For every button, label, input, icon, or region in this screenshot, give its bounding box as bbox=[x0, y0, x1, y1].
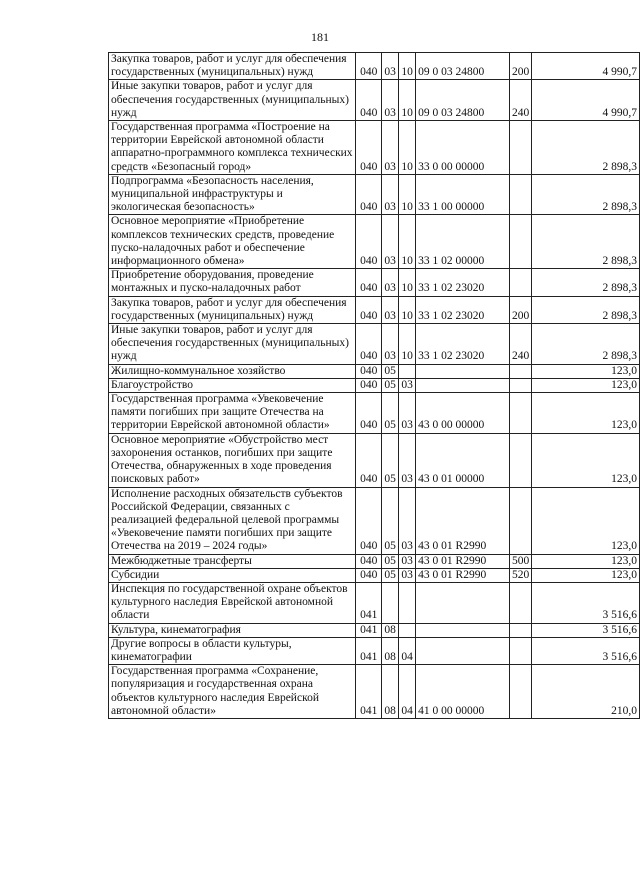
ministry-code-cell: 040 bbox=[356, 554, 382, 568]
subsection-code-cell bbox=[399, 364, 416, 378]
budget-table bbox=[108, 52, 640, 719]
target-article-cell: 43 0 00 00000 bbox=[416, 393, 510, 434]
section-code-cell: 05 bbox=[382, 554, 399, 568]
expense-name-cell: Закупка товаров, работ и услуг для обеспечения государственных (муниципальных) нужд bbox=[109, 296, 356, 323]
section-code-cell bbox=[382, 582, 399, 623]
table-row bbox=[109, 296, 640, 323]
section-code-cell: 03 bbox=[382, 215, 399, 269]
expense-name-cell: Жилищно-коммунальное хозяйство bbox=[109, 364, 356, 378]
expense-type-cell: 200 bbox=[510, 53, 532, 80]
subsection-code-cell: 03 bbox=[399, 554, 416, 568]
target-article-cell: 43 0 01 00000 bbox=[416, 433, 510, 487]
expense-name-cell: Иные закупки товаров, работ и услуг для обеспечения государственных (муниципальных) нужд bbox=[109, 324, 356, 365]
ministry-code-cell: 040 bbox=[356, 215, 382, 269]
expense-type-cell bbox=[510, 174, 532, 215]
subsection-code-cell: 03 bbox=[399, 378, 416, 392]
expense-name-cell: Основное мероприятие «Приобретение комплексов технических средств, проведение пуско-наладочных работ и обеспечение информационного обмена» bbox=[109, 215, 356, 269]
expense-name-cell: Инспекция по государственной охране объектов культурного наследия Еврейской автономной области bbox=[109, 582, 356, 623]
section-code-cell: 05 bbox=[382, 568, 399, 582]
table-row bbox=[109, 215, 640, 269]
expense-type-cell: 240 bbox=[510, 324, 532, 365]
target-article-cell: 09 0 03 24800 bbox=[416, 53, 510, 80]
table-row bbox=[109, 568, 640, 582]
table-row bbox=[109, 121, 640, 175]
ministry-code-cell: 041 bbox=[356, 665, 382, 719]
amount-cell: 2 898,3 bbox=[532, 269, 640, 296]
section-code-cell: 08 bbox=[382, 637, 399, 664]
table-row bbox=[109, 269, 640, 296]
ministry-code-cell: 041 bbox=[356, 637, 382, 664]
ministry-code-cell: 040 bbox=[356, 80, 382, 121]
section-code-cell: 03 bbox=[382, 269, 399, 296]
section-code-cell: 03 bbox=[382, 80, 399, 121]
expense-type-cell bbox=[510, 433, 532, 487]
subsection-code-cell: 03 bbox=[399, 433, 416, 487]
amount-cell: 4 990,7 bbox=[532, 53, 640, 80]
target-article-cell: 43 0 01 R2990 bbox=[416, 568, 510, 582]
amount-cell: 3 516,6 bbox=[532, 637, 640, 664]
expense-type-cell bbox=[510, 623, 532, 637]
ministry-code-cell: 040 bbox=[356, 568, 382, 582]
ministry-code-cell: 040 bbox=[356, 296, 382, 323]
table-row bbox=[109, 623, 640, 637]
expense-type-cell bbox=[510, 582, 532, 623]
expense-name-cell: Культура, кинематография bbox=[109, 623, 356, 637]
section-code-cell: 03 bbox=[382, 121, 399, 175]
amount-cell: 3 516,6 bbox=[532, 623, 640, 637]
target-article-cell bbox=[416, 637, 510, 664]
subsection-code-cell: 03 bbox=[399, 568, 416, 582]
target-article-cell: 33 1 02 23020 bbox=[416, 296, 510, 323]
ministry-code-cell: 041 bbox=[356, 623, 382, 637]
amount-cell: 210,0 bbox=[532, 665, 640, 719]
target-article-cell: 33 0 00 00000 bbox=[416, 121, 510, 175]
expense-name-cell: Межбюджетные трансферты bbox=[109, 554, 356, 568]
table-row bbox=[109, 433, 640, 487]
section-code-cell: 08 bbox=[382, 623, 399, 637]
ministry-code-cell: 040 bbox=[356, 174, 382, 215]
target-article-cell: 33 1 02 00000 bbox=[416, 215, 510, 269]
section-code-cell: 08 bbox=[382, 665, 399, 719]
table-row bbox=[109, 637, 640, 664]
budget-rows bbox=[109, 53, 640, 719]
amount-cell: 2 898,3 bbox=[532, 215, 640, 269]
ministry-code-cell: 041 bbox=[356, 582, 382, 623]
expense-name-cell: Государственная программа «Построение на территории Еврейской автономной области аппаратно-программного комплекса технических средств «Безопасный город» bbox=[109, 121, 356, 175]
amount-cell: 2 898,3 bbox=[532, 324, 640, 365]
subsection-code-cell: 10 bbox=[399, 121, 416, 175]
table-row bbox=[109, 487, 640, 554]
expense-name-cell: Благоустройство bbox=[109, 378, 356, 392]
amount-cell: 2 898,3 bbox=[532, 174, 640, 215]
table-row bbox=[109, 364, 640, 378]
expense-type-cell: 520 bbox=[510, 568, 532, 582]
subsection-code-cell: 10 bbox=[399, 296, 416, 323]
expense-type-cell: 500 bbox=[510, 554, 532, 568]
expense-name-cell: Подпрограмма «Безопасность населения, муниципальной инфраструктуры и экологическая безопасность» bbox=[109, 174, 356, 215]
section-code-cell: 05 bbox=[382, 393, 399, 434]
amount-cell: 4 990,7 bbox=[532, 80, 640, 121]
target-article-cell bbox=[416, 582, 510, 623]
section-code-cell: 03 bbox=[382, 324, 399, 365]
subsection-code-cell: 10 bbox=[399, 174, 416, 215]
table-row bbox=[109, 393, 640, 434]
amount-cell: 2 898,3 bbox=[532, 296, 640, 323]
expense-type-cell bbox=[510, 269, 532, 296]
section-code-cell: 03 bbox=[382, 296, 399, 323]
target-article-cell bbox=[416, 378, 510, 392]
amount-cell: 123,0 bbox=[532, 378, 640, 392]
subsection-code-cell bbox=[399, 623, 416, 637]
target-article-cell: 33 1 00 00000 bbox=[416, 174, 510, 215]
ministry-code-cell: 040 bbox=[356, 433, 382, 487]
ministry-code-cell: 040 bbox=[356, 378, 382, 392]
table-row bbox=[109, 80, 640, 121]
ministry-code-cell: 040 bbox=[356, 121, 382, 175]
ministry-code-cell: 040 bbox=[356, 269, 382, 296]
amount-cell: 123,0 bbox=[532, 554, 640, 568]
section-code-cell: 05 bbox=[382, 433, 399, 487]
amount-cell: 123,0 bbox=[532, 364, 640, 378]
table-row bbox=[109, 554, 640, 568]
section-code-cell: 03 bbox=[382, 53, 399, 80]
expense-name-cell: Государственная программа «Сохранение, популяризация и государственная охрана объектов культурного наследия Еврейской автономной области» bbox=[109, 665, 356, 719]
target-article-cell: 09 0 03 24800 bbox=[416, 80, 510, 121]
expense-name-cell: Исполнение расходных обязательств субъектов Российской Федерации, связанных с реализацией федеральной целевой программы «Увековечение памяти погибших при защите Отечества на 2019 – 2024 годы» bbox=[109, 487, 356, 554]
target-article-cell: 43 0 01 R2990 bbox=[416, 554, 510, 568]
section-code-cell: 05 bbox=[382, 364, 399, 378]
expense-type-cell bbox=[510, 393, 532, 434]
subsection-code-cell bbox=[399, 582, 416, 623]
table-row bbox=[109, 665, 640, 719]
expense-name-cell: Закупка товаров, работ и услуг для обеспечения государственных (муниципальных) нужд bbox=[109, 53, 356, 80]
ministry-code-cell: 040 bbox=[356, 53, 382, 80]
section-code-cell: 05 bbox=[382, 487, 399, 554]
table-row bbox=[109, 324, 640, 365]
section-code-cell: 05 bbox=[382, 378, 399, 392]
ministry-code-cell: 040 bbox=[356, 393, 382, 434]
expense-name-cell: Основное мероприятие «Обустройство мест захоронения останков, погибших при защите Отечества, обнаруженных в ходе проведения поисковых работ» bbox=[109, 433, 356, 487]
expense-name-cell: Государственная программа «Увековечение памяти погибших при защите Отечества на территории Еврейской автономной области» bbox=[109, 393, 356, 434]
expense-type-cell bbox=[510, 121, 532, 175]
subsection-code-cell: 03 bbox=[399, 393, 416, 434]
ministry-code-cell: 040 bbox=[356, 487, 382, 554]
ministry-code-cell: 040 bbox=[356, 364, 382, 378]
table-row bbox=[109, 378, 640, 392]
target-article-cell bbox=[416, 623, 510, 637]
page-number: 181 bbox=[311, 30, 329, 44]
subsection-code-cell: 10 bbox=[399, 80, 416, 121]
amount-cell: 123,0 bbox=[532, 487, 640, 554]
target-article-cell bbox=[416, 364, 510, 378]
subsection-code-cell: 10 bbox=[399, 324, 416, 365]
amount-cell: 2 898,3 bbox=[532, 121, 640, 175]
expense-type-cell: 200 bbox=[510, 296, 532, 323]
target-article-cell: 33 1 02 23020 bbox=[416, 324, 510, 365]
expense-type-cell: 240 bbox=[510, 80, 532, 121]
expense-type-cell bbox=[510, 665, 532, 719]
subsection-code-cell: 04 bbox=[399, 637, 416, 664]
subsection-code-cell: 10 bbox=[399, 269, 416, 296]
amount-cell: 123,0 bbox=[532, 393, 640, 434]
target-article-cell: 33 1 02 23020 bbox=[416, 269, 510, 296]
ministry-code-cell: 040 bbox=[356, 324, 382, 365]
expense-type-cell bbox=[510, 215, 532, 269]
amount-cell: 123,0 bbox=[532, 433, 640, 487]
expense-name-cell: Другие вопросы в области культуры, кинематографии bbox=[109, 637, 356, 664]
expense-type-cell bbox=[510, 364, 532, 378]
expense-type-cell bbox=[510, 378, 532, 392]
expense-name-cell: Субсидии bbox=[109, 568, 356, 582]
subsection-code-cell: 10 bbox=[399, 215, 416, 269]
expense-name-cell: Приобретение оборудования, проведение монтажных и пуско-наладочных работ bbox=[109, 269, 356, 296]
table-row bbox=[109, 582, 640, 623]
table-row bbox=[109, 53, 640, 80]
subsection-code-cell: 04 bbox=[399, 665, 416, 719]
target-article-cell: 43 0 01 R2990 bbox=[416, 487, 510, 554]
section-code-cell: 03 bbox=[382, 174, 399, 215]
target-article-cell: 41 0 00 00000 bbox=[416, 665, 510, 719]
expense-type-cell bbox=[510, 487, 532, 554]
subsection-code-cell: 10 bbox=[399, 53, 416, 80]
expense-name-cell: Иные закупки товаров, работ и услуг для обеспечения государственных (муниципальных) нужд bbox=[109, 80, 356, 121]
amount-cell: 123,0 bbox=[532, 568, 640, 582]
expense-type-cell bbox=[510, 637, 532, 664]
subsection-code-cell: 03 bbox=[399, 487, 416, 554]
table-row bbox=[109, 174, 640, 215]
amount-cell: 3 516,6 bbox=[532, 582, 640, 623]
